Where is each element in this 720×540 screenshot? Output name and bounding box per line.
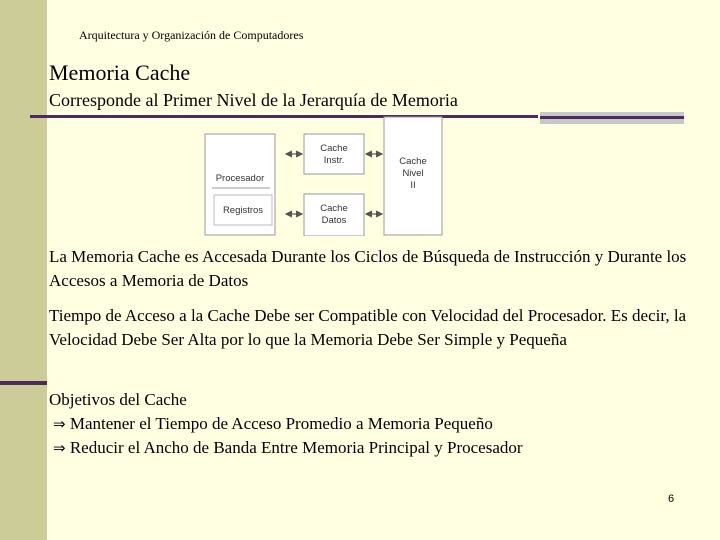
objectives-title: Objetivos del Cache [49,390,187,409]
sidebar-accent-mark [0,381,47,385]
left-sidebar-bar [0,0,47,540]
paragraph-access-time: Tiempo de Acceso a la Cache Debe ser Compatible con Velocidad del Procesador. Es decir, la Velocidad Debe Ser Alta por lo que la Memoria Debe Ser Simple y Pequeña [49,306,687,349]
registers-label: Registros [222,205,264,216]
slide-title: Memoria Cache [49,60,191,85]
cache-l2-label-1: Cache [399,156,427,167]
objective-item: ⇒ Reducir el Ancho de Banda Entre Memoria Principal y Procesador [53,438,523,457]
cache-instr-label-1: Cache [320,143,348,154]
cache-hierarchy-diagram [200,114,450,236]
cache-instr-box [304,134,364,174]
course-header: Arquitectura y Organización de Computadores [79,28,304,42]
slide-subtitle: Corresponde al Primer Nivel de la Jerarquía de Memoria [49,90,458,110]
paragraph-cache-access: La Memoria Cache es Accesada Durante los Ciclos de Búsqueda de Instrucción y Durante los Accesos a Memoria de Datos [49,247,687,290]
objective-item: ⇒ Mantener el Tiempo de Acceso Promedio a Memoria Pequeño [53,414,493,433]
cache-datos-label-1: Cache [320,203,348,214]
implies-arrow-icon: ⇒ [53,415,66,433]
cache-instr-label-2: Instr. [323,155,345,166]
page-number: 6 [668,493,675,505]
objectives-section [49,388,709,460]
processor-label: Procesador [215,173,265,184]
title-rule-right [540,116,684,119]
cache-l2-label-2: Nivel [402,168,424,179]
implies-arrow-icon: ⇒ [53,439,66,457]
cache-l2-label-3: II [410,180,416,191]
cache-datos-label-2: Datos [321,215,347,226]
